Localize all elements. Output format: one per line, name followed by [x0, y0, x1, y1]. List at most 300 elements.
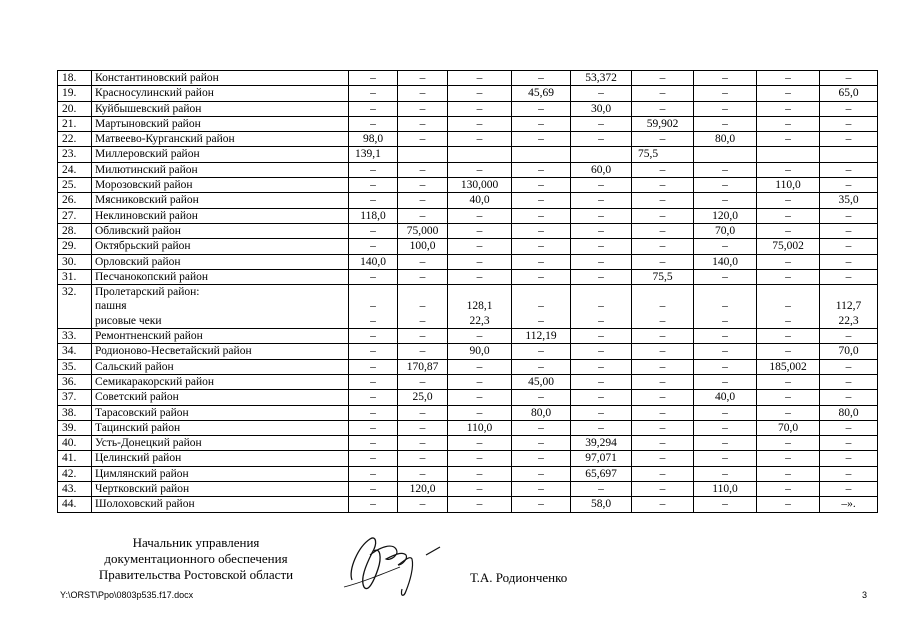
value-cell: – [448, 101, 512, 116]
value-line: – [598, 314, 604, 327]
value-cell: – [398, 162, 448, 177]
value-cell: – [694, 239, 757, 254]
value-cell: – [448, 208, 512, 223]
value-cell: 80,0 [512, 405, 571, 420]
value-cell: – [820, 436, 878, 451]
district-name: Тацинский район [92, 420, 349, 435]
district-name: Матвеево-Курганский район [92, 132, 349, 147]
value-cell [398, 285, 448, 329]
value-cell: – [398, 466, 448, 481]
value-cell: – [512, 344, 571, 359]
district-name: Родионово-Несветайский район [92, 344, 349, 359]
district-name: Тарасовский район [92, 405, 349, 420]
value-cell: – [398, 178, 448, 193]
table-row [58, 223, 878, 238]
value-cell: – [349, 405, 398, 420]
value-cell: –». [820, 497, 878, 512]
value-cell: – [349, 193, 398, 208]
row-number: 39. [58, 420, 92, 435]
value-cell: – [820, 71, 878, 86]
value-cell: – [349, 359, 398, 374]
district-name: Куйбышевский район [92, 101, 349, 116]
value-cell: – [398, 208, 448, 223]
value-cell: – [571, 254, 632, 269]
row-number: 34. [58, 344, 92, 359]
district-name: Октябрьский район [92, 239, 349, 254]
row-number: 25. [58, 178, 92, 193]
value-cell: – [694, 420, 757, 435]
value-cell: – [398, 451, 448, 466]
value-cell: – [448, 374, 512, 389]
value-cell: 53,372 [571, 71, 632, 86]
value-cell: – [398, 71, 448, 86]
value-cell: – [632, 390, 694, 405]
value-cell: – [512, 162, 571, 177]
value-cell: 40,0 [448, 193, 512, 208]
value-cell: – [757, 344, 820, 359]
district-values-table [57, 70, 878, 513]
value-cell: – [571, 193, 632, 208]
value-cell: – [571, 374, 632, 389]
value-cell [448, 285, 512, 329]
value-cell: – [820, 329, 878, 344]
value-cell: – [820, 116, 878, 131]
value-cell: – [820, 162, 878, 177]
value-cell: – [512, 497, 571, 512]
value-cell: – [820, 132, 878, 147]
value-cell: – [820, 178, 878, 193]
value-cell: – [820, 482, 878, 497]
value-cell: – [349, 239, 398, 254]
value-cell: – [632, 223, 694, 238]
district-name: Советский район [92, 390, 349, 405]
value-cell: – [571, 208, 632, 223]
value-cell: – [512, 420, 571, 435]
value-cell: – [757, 451, 820, 466]
table-row [58, 178, 878, 193]
value-cell: – [694, 466, 757, 481]
district-name: Миллеровский район [92, 147, 349, 162]
value-line: – [659, 314, 666, 327]
value-cell: – [512, 436, 571, 451]
value-cell: – [694, 116, 757, 131]
value-cell: – [820, 239, 878, 254]
district-name: Шолоховский район [92, 497, 349, 512]
table-row [58, 254, 878, 269]
value-cell: – [398, 344, 448, 359]
value-cell: – [571, 482, 632, 497]
table-row [58, 239, 878, 254]
value-cell: – [448, 482, 512, 497]
value-cell: – [757, 405, 820, 420]
value-cell: – [571, 223, 632, 238]
table-body [58, 71, 878, 513]
signer-name: Т.А. Родионченко [470, 570, 568, 585]
district-name: Константиновский район [92, 71, 349, 86]
signature-title-line: Начальник управления [132, 535, 260, 550]
district-name: Цимлянский район [92, 466, 349, 481]
value-cell: – [349, 344, 398, 359]
value-cell: – [398, 436, 448, 451]
value-cell: – [512, 223, 571, 238]
table-row [58, 208, 878, 223]
table-row [58, 466, 878, 481]
value-cell: – [571, 239, 632, 254]
row-number: 28. [58, 223, 92, 238]
value-cell: – [632, 239, 694, 254]
value-cell: 130,000 [448, 178, 512, 193]
value-cell: 80,0 [694, 132, 757, 147]
value-line: – [785, 300, 791, 313]
value-line [401, 285, 444, 299]
value-cell: – [512, 466, 571, 481]
value-cell: – [448, 71, 512, 86]
value-cell: 139,1 [349, 147, 398, 162]
row-number: 44. [58, 497, 92, 512]
value-cell: 70,0 [694, 223, 757, 238]
row-number: 42. [58, 466, 92, 481]
value-cell: – [448, 132, 512, 147]
table-row [58, 497, 878, 512]
table-row [58, 329, 878, 344]
value-cell: – [694, 359, 757, 374]
table-row [58, 359, 878, 374]
value-line: – [370, 300, 376, 313]
table-row [58, 344, 878, 359]
value-cell: – [757, 116, 820, 131]
value-cell: – [448, 390, 512, 405]
value-cell: 75,5 [632, 269, 694, 284]
value-cell: 120,0 [398, 482, 448, 497]
value-cell: – [694, 269, 757, 284]
value-cell [820, 147, 878, 162]
district-name-line: Пролетарский район: [95, 286, 200, 299]
value-cell: 112,19 [512, 329, 571, 344]
value-line [823, 285, 874, 299]
value-cell: – [757, 374, 820, 389]
value-cell: – [448, 116, 512, 131]
value-cell: – [694, 178, 757, 193]
district-name: Ремонтненский район [92, 329, 349, 344]
row-number: 37. [58, 390, 92, 405]
value-cell: – [757, 497, 820, 512]
value-cell: – [820, 420, 878, 435]
row-number: 31. [58, 269, 92, 284]
value-cell: – [632, 329, 694, 344]
district-name: Морозовский район [92, 178, 349, 193]
value-cell: – [448, 451, 512, 466]
table-row [58, 374, 878, 389]
district-name-line: рисовые чеки [95, 314, 162, 327]
value-line [451, 285, 508, 299]
value-cell: 45,69 [512, 86, 571, 101]
value-cell: 80,0 [820, 405, 878, 420]
table-row [58, 116, 878, 131]
value-cell: – [632, 208, 694, 223]
value-cell: – [632, 178, 694, 193]
value-cell: – [398, 193, 448, 208]
value-cell: – [512, 132, 571, 147]
value-line: – [785, 314, 791, 327]
district-name: Обливский район [92, 223, 349, 238]
district-name: Усть-Донецкий район [92, 436, 349, 451]
value-cell: 120,0 [694, 208, 757, 223]
value-cell: 90,0 [448, 344, 512, 359]
value-cell: – [820, 269, 878, 284]
value-cell: – [571, 390, 632, 405]
value-cell [757, 285, 820, 329]
value-cell: – [632, 193, 694, 208]
table-row [58, 420, 878, 435]
value-cell: 170,87 [398, 359, 448, 374]
value-cell: – [632, 497, 694, 512]
value-cell: – [398, 420, 448, 435]
value-line: – [370, 314, 376, 327]
value-cell: – [820, 223, 878, 238]
value-cell: – [398, 497, 448, 512]
signature-title-line: Правительства Ростовской области [98, 567, 294, 582]
row-number: 33. [58, 329, 92, 344]
value-cell: – [694, 162, 757, 177]
row-number: 27. [58, 208, 92, 223]
value-cell: – [694, 344, 757, 359]
value-cell: – [349, 466, 398, 481]
value-cell: – [757, 193, 820, 208]
value-line: – [722, 314, 728, 327]
value-cell: – [448, 162, 512, 177]
value-cell: – [694, 86, 757, 101]
value-cell: – [448, 436, 512, 451]
district-name: Песчанокопский район [92, 269, 349, 284]
value-cell: 45,00 [512, 374, 571, 389]
value-cell: 65,0 [820, 86, 878, 101]
value-cell: – [757, 86, 820, 101]
value-cell: 30,0 [571, 101, 632, 116]
value-cell: – [512, 482, 571, 497]
value-line [697, 285, 753, 299]
value-cell: – [571, 344, 632, 359]
value-cell: – [349, 86, 398, 101]
value-cell: – [632, 466, 694, 481]
value-cell: – [820, 254, 878, 269]
value-cell: – [694, 71, 757, 86]
value-cell: – [571, 420, 632, 435]
value-cell: 70,0 [757, 420, 820, 435]
value-cell: 39,294 [571, 436, 632, 451]
value-cell: 97,071 [571, 451, 632, 466]
row-number: 35. [58, 359, 92, 374]
district-name [92, 285, 349, 329]
value-cell: – [512, 193, 571, 208]
table-row [58, 101, 878, 116]
value-cell: – [820, 359, 878, 374]
value-cell: – [694, 497, 757, 512]
district-name: Мясниковский район [92, 193, 349, 208]
district-name: Семикаракорский район [92, 374, 349, 389]
value-cell: – [632, 254, 694, 269]
value-cell: – [512, 390, 571, 405]
value-cell: – [512, 451, 571, 466]
district-name: Орловский район [92, 254, 349, 269]
value-cell: – [398, 86, 448, 101]
table-row [58, 86, 878, 101]
value-cell: – [398, 374, 448, 389]
value-cell: – [632, 405, 694, 420]
row-number: 29. [58, 239, 92, 254]
value-cell: – [757, 71, 820, 86]
value-cell: – [694, 405, 757, 420]
table-row [58, 162, 878, 177]
value-cell: – [398, 329, 448, 344]
district-name: Мартыновский район [92, 116, 349, 131]
value-cell: – [349, 269, 398, 284]
value-cell: – [349, 162, 398, 177]
value-line: – [538, 314, 544, 327]
value-cell: – [632, 374, 694, 389]
value-line [352, 285, 394, 299]
value-cell: 75,000 [398, 223, 448, 238]
value-cell: – [757, 269, 820, 284]
value-cell [820, 285, 878, 329]
value-cell: – [632, 132, 694, 147]
value-cell: – [820, 466, 878, 481]
value-line: – [598, 300, 604, 313]
value-cell: – [694, 374, 757, 389]
value-cell: – [512, 116, 571, 131]
value-cell: – [349, 390, 398, 405]
value-cell [349, 285, 398, 329]
table-row [58, 147, 878, 162]
row-number: 18. [58, 71, 92, 86]
value-cell: – [398, 405, 448, 420]
value-cell: – [694, 101, 757, 116]
value-cell: – [632, 71, 694, 86]
value-cell: – [448, 239, 512, 254]
table-row [58, 436, 878, 451]
value-cell: – [757, 208, 820, 223]
value-cell: – [757, 132, 820, 147]
value-cell: 35,0 [820, 193, 878, 208]
value-cell: 118,0 [349, 208, 398, 223]
value-cell: – [757, 329, 820, 344]
row-number: 21. [58, 116, 92, 131]
value-cell: – [398, 254, 448, 269]
table-row [58, 269, 878, 284]
value-cell [512, 285, 571, 329]
value-cell: – [349, 436, 398, 451]
value-cell: – [448, 405, 512, 420]
district-name: Неклиновский район [92, 208, 349, 223]
value-cell: – [820, 101, 878, 116]
value-cell: – [571, 359, 632, 374]
value-cell: – [512, 101, 571, 116]
value-cell: – [349, 374, 398, 389]
value-cell: – [349, 71, 398, 86]
district-name: Чертковский район [92, 482, 349, 497]
value-cell: 25,0 [398, 390, 448, 405]
value-line: – [419, 300, 426, 313]
district-name-line: пашня [95, 300, 127, 313]
value-cell [632, 285, 694, 329]
row-number: 22. [58, 132, 92, 147]
value-line: – [659, 300, 666, 313]
value-cell: – [757, 254, 820, 269]
value-line: – [722, 300, 728, 313]
row-number: 36. [58, 374, 92, 389]
value-cell: – [398, 269, 448, 284]
value-cell: – [820, 390, 878, 405]
value-cell: – [349, 482, 398, 497]
value-cell: – [349, 101, 398, 116]
value-cell: – [571, 132, 632, 147]
row-number: 23. [58, 147, 92, 162]
table-row [58, 132, 878, 147]
value-cell: – [571, 86, 632, 101]
value-cell: 75,5 [632, 147, 694, 162]
value-line [635, 285, 690, 299]
value-cell: – [512, 208, 571, 223]
table-row [58, 71, 878, 86]
table-row [58, 285, 878, 329]
value-cell: – [632, 451, 694, 466]
value-cell: – [448, 254, 512, 269]
table-row [58, 405, 878, 420]
value-cell: – [448, 359, 512, 374]
value-cell: – [349, 451, 398, 466]
value-cell: 110,0 [694, 482, 757, 497]
page-number: 3 [862, 590, 868, 600]
value-cell: – [448, 497, 512, 512]
row-number: 20. [58, 101, 92, 116]
value-line [515, 285, 567, 299]
value-cell: 65,697 [571, 466, 632, 481]
value-cell: – [694, 329, 757, 344]
value-cell: – [349, 116, 398, 131]
value-cell: 59,902 [632, 116, 694, 131]
value-line: 22,3 [838, 314, 859, 327]
value-line: – [538, 300, 544, 313]
value-cell: – [448, 329, 512, 344]
row-number: 41. [58, 451, 92, 466]
value-cell: – [349, 223, 398, 238]
value-cell: – [398, 116, 448, 131]
row-number: 19. [58, 86, 92, 101]
value-cell: – [632, 436, 694, 451]
value-cell: 70,0 [820, 344, 878, 359]
value-line: 22,3 [469, 314, 490, 327]
value-cell: 75,002 [757, 239, 820, 254]
value-cell: – [632, 359, 694, 374]
value-cell: – [694, 193, 757, 208]
handwritten-signature [340, 525, 450, 600]
value-cell: – [512, 178, 571, 193]
value-line: – [419, 314, 426, 327]
district-name: Красносулинский район [92, 86, 349, 101]
row-number: 30. [58, 254, 92, 269]
value-cell: – [820, 208, 878, 223]
value-cell: – [632, 344, 694, 359]
row-number: 32. [58, 285, 92, 329]
district-name: Милютинский район [92, 162, 349, 177]
value-cell: – [448, 269, 512, 284]
value-cell: 98,0 [349, 132, 398, 147]
value-cell [694, 285, 757, 329]
value-cell: 140,0 [349, 254, 398, 269]
value-cell: – [349, 178, 398, 193]
value-cell: 140,0 [694, 254, 757, 269]
value-cell: – [632, 86, 694, 101]
row-number: 26. [58, 193, 92, 208]
